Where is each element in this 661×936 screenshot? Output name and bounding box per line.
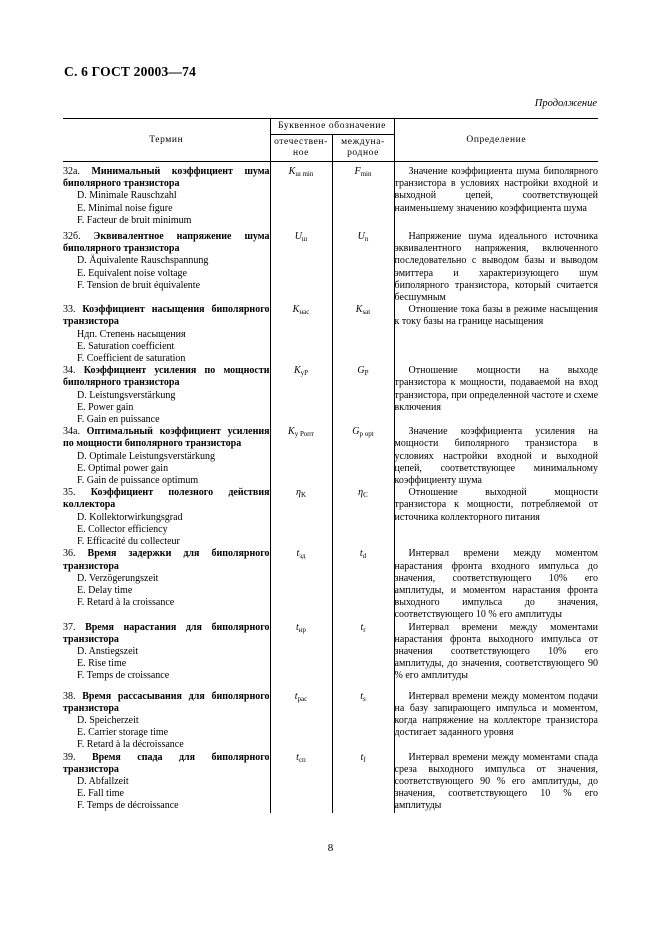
symbol-domestic-cell xyxy=(270,231,332,304)
term-translation: E. Rise time xyxy=(77,658,127,670)
symbol-domestic-subscript: рас xyxy=(297,694,308,703)
term-russian xyxy=(63,622,270,646)
term-translation: F. Efficacité du collecteur xyxy=(77,536,180,548)
symbol-international-subscript: P xyxy=(364,369,369,378)
table-row xyxy=(63,548,598,621)
symbol-domestic-base: η xyxy=(295,487,301,499)
term-translation: E. Equivalent noise voltage xyxy=(77,267,187,279)
symbol-international-base: F xyxy=(354,166,361,177)
symbol-international xyxy=(356,304,370,315)
symbol-domestic-cell xyxy=(270,548,332,621)
term-translation: F. Tension de bruit équivalente xyxy=(77,279,201,291)
term-number: 34. xyxy=(63,365,76,377)
term-translation: E. Carrier storage time xyxy=(77,727,169,739)
symbol-domestic-cell xyxy=(270,487,332,548)
symbol-domestic-cell xyxy=(270,622,332,691)
term-cell xyxy=(63,752,270,813)
term-cell xyxy=(63,622,270,691)
term-translation: E. Power gain xyxy=(77,401,134,413)
term-number: 37. xyxy=(63,621,76,633)
table-row xyxy=(63,622,598,691)
table-row xyxy=(63,487,598,548)
definition-cell xyxy=(394,487,598,548)
symbol-international-subscript: C xyxy=(363,491,368,500)
table-row xyxy=(63,691,598,752)
term-translation: F. Gain en puissance xyxy=(77,414,160,426)
symbol-international-cell xyxy=(332,162,394,232)
page-number: 8 xyxy=(327,842,334,854)
term-number: 36. xyxy=(63,548,76,560)
term-translation: F. Temps de croissance xyxy=(77,670,170,682)
symbol-domestic xyxy=(297,548,306,559)
symbol-international-subscript: sat xyxy=(362,308,371,317)
term-translation: E. Collector efficiency xyxy=(77,523,168,535)
symbol-international-base: t xyxy=(360,690,364,702)
symbol-domestic-cell xyxy=(270,691,332,752)
term-number: 34а. xyxy=(63,426,80,438)
symbol-international-cell xyxy=(332,487,394,548)
term-russian xyxy=(63,426,270,450)
term-cell xyxy=(63,304,270,365)
term-number: 38. xyxy=(63,690,76,702)
definition-text: Отношение выходной мощности транзистора к мощности, потребляемой от источника коллекторного питания xyxy=(394,487,598,523)
definition-text: Интервал времени между моментами спада среза выходного импульса от значения, соответствующего 90 % его амплитуды, до значения, соответствующего 10 % его амплитуды xyxy=(394,751,598,812)
symbol-international-subscript: r xyxy=(363,625,366,634)
definition-text: Интервал времени между моментами нарастания фронта выходного импульса от значения соответствующего 10% его амплитуды, до значения, соответствующего 90 % его амплитуды xyxy=(394,621,598,682)
term-number: 32а. xyxy=(63,166,80,177)
symbol-international xyxy=(360,752,365,763)
term-name: Коэффициент полезного действия коллектора xyxy=(63,487,270,511)
symbol-domestic-base: t xyxy=(294,690,298,702)
symbol-domestic-cell xyxy=(270,752,332,813)
symbol-domestic xyxy=(295,691,308,702)
term-name: Время задержки для биполярного транзистора xyxy=(63,548,270,572)
symbol-domestic-cell xyxy=(270,365,332,426)
symbol-domestic-base: t xyxy=(296,548,300,560)
symbol-international xyxy=(360,622,365,633)
header-definition: Определение xyxy=(394,119,598,162)
definition-text: Отношение мощности на выходе транзистора к мощности, подаваемой на вход транзистора, при определенной частоте и схеме включения xyxy=(394,365,599,413)
symbol-domestic xyxy=(294,365,308,376)
term-translation: F. Gain de puissance optimum xyxy=(77,475,199,487)
symbol-international-cell xyxy=(332,231,394,304)
term-translation: E. Optimal power gain xyxy=(77,462,169,474)
term-translation: D. Kollektorwirkungsgrad xyxy=(77,511,183,523)
term-translation: F. Temps de décroissance xyxy=(77,800,179,812)
definition-cell xyxy=(394,548,598,621)
symbol-international-subscript: s xyxy=(363,694,366,703)
definition-text: Значение коэффициента усиления на мощности биполярного транзистора в условиях настройки входной и выходной цепей, соответствующее минимальному коэффициенту шума xyxy=(394,426,598,487)
term-cell xyxy=(63,548,270,621)
symbol-domestic-cell xyxy=(270,304,332,365)
symbol-international-subscript: f xyxy=(363,755,366,764)
symbol-domestic-base: K xyxy=(288,166,296,177)
term-russian xyxy=(63,365,270,389)
symbol-international-base: K xyxy=(355,304,363,316)
symbol-domestic-subscript: уР xyxy=(300,369,309,378)
symbol-domestic-base: t xyxy=(295,621,299,633)
term-name: Время спада для биполярного транзистора xyxy=(63,751,270,775)
term-translation: E. Delay time xyxy=(77,584,133,596)
definition-text: Интервал времени между моментом нарастания фронта входного импульса до значения, соответствующего 10% его амплитуды, и моментом нарастания фронта выходного импульса до значения, соответствующего 10 % его амплитуды xyxy=(394,548,598,621)
definition-cell xyxy=(394,426,598,487)
term-translation: E. Saturation coefficient xyxy=(77,340,175,352)
symbol-international-cell xyxy=(332,622,394,691)
symbol-international xyxy=(357,365,368,376)
term-russian xyxy=(63,691,270,715)
symbol-international-base: G xyxy=(357,365,365,377)
definition-cell xyxy=(394,231,598,304)
symbol-domestic xyxy=(289,166,314,177)
symbol-international xyxy=(355,166,372,177)
symbol-domestic xyxy=(288,426,314,437)
term-translation: D. Abfallzeit xyxy=(77,775,129,787)
symbol-domestic-base: t xyxy=(296,751,299,763)
term-number: 32б. xyxy=(63,231,81,243)
symbol-domestic-subscript: зд xyxy=(299,552,306,561)
term-number: 39. xyxy=(63,751,76,763)
header-term: Термин xyxy=(63,119,270,162)
term-cell xyxy=(63,691,270,752)
symbol-international-cell xyxy=(332,752,394,813)
term-translation: F. Retard à la décroissance xyxy=(77,739,184,751)
table-row xyxy=(63,365,598,426)
term-translation: E. Minimal noise figure xyxy=(77,202,173,214)
terms-table xyxy=(63,118,598,813)
term-russian xyxy=(63,304,270,328)
obsolete-term: Ндп. Степень насыщения xyxy=(77,328,186,340)
symbol-domestic-subscript: ш min xyxy=(295,170,314,178)
symbol-domestic-subscript: нас xyxy=(299,308,310,317)
term-translation: D. Verzögerungszeit xyxy=(77,572,159,584)
term-name: Коэффициент усиления по мощности биполярного транзистора xyxy=(63,365,270,389)
definition-text: Напряжение шума идеального источника эквивалентного напряжения, включенного последовательно с выводом базы и выводом эмиттера и характеризующего шум биполярного транзистора, который считается бесшумным xyxy=(394,231,598,304)
symbol-international xyxy=(358,487,368,498)
symbol-domestic-cell xyxy=(270,162,332,232)
term-translation: D. Minimale Rauschzahl xyxy=(77,190,177,202)
term-translation: D. Speicherzeit xyxy=(77,714,139,726)
term-translation: D. Leistungsverstärkung xyxy=(77,389,176,401)
header-domestic: отечествен-ное xyxy=(270,135,332,162)
table-row xyxy=(63,162,598,232)
table-row xyxy=(63,304,598,365)
definition-cell xyxy=(394,162,598,232)
symbol-domestic-base: K xyxy=(288,426,295,438)
term-cell xyxy=(63,231,270,304)
symbol-international-base: t xyxy=(359,548,363,560)
symbol-domestic-base: K xyxy=(293,365,301,377)
symbol-international xyxy=(360,691,366,702)
symbol-international xyxy=(352,426,373,437)
symbol-domestic-subscript: сп xyxy=(298,755,306,764)
symbol-domestic-subscript: ш xyxy=(301,235,308,244)
symbol-domestic xyxy=(296,622,306,633)
term-name: Минимальный коэффициент шума биполярного транзистора xyxy=(63,166,270,190)
symbol-international-base: t xyxy=(360,751,364,763)
symbol-international-base: U xyxy=(357,231,365,243)
term-russian xyxy=(63,752,270,776)
term-cell xyxy=(63,162,270,232)
header-international: междуна-родное xyxy=(332,135,394,162)
definition-text: Интервал времени между моментом подачи на базу запирающего импульса и моментом, когда напряжение на коллекторе транзистора достигает заданного уровня xyxy=(394,690,598,739)
symbol-domestic-subscript: у Ропт xyxy=(294,430,314,439)
document-header: С. 6 ГОСТ 20003—74 xyxy=(64,64,197,79)
symbol-international-base: t xyxy=(360,621,364,633)
term-name: Время нарастания для биполярного транзистора xyxy=(63,621,270,645)
symbol-domestic-subscript: нр xyxy=(298,625,307,634)
term-translation: D. Optimale Leistungsverstärkung xyxy=(77,450,216,462)
symbol-domestic xyxy=(295,231,308,242)
header-letter-designation: Буквенное обозначение xyxy=(270,119,394,135)
definition-cell xyxy=(394,365,598,426)
term-translation: D. Äquivalente Rauschspannung xyxy=(77,255,209,267)
symbol-international-cell xyxy=(332,426,394,487)
symbol-international-subscript: p opt xyxy=(359,430,374,439)
term-cell xyxy=(63,487,270,548)
symbol-international-subscript: min xyxy=(360,170,372,178)
table-row xyxy=(63,426,598,487)
term-number: 35. xyxy=(63,487,76,499)
symbol-international-cell xyxy=(332,304,394,365)
symbol-international xyxy=(358,231,369,242)
definition-cell xyxy=(394,622,598,691)
term-name: Коэффициент насыщения биполярного транзистора xyxy=(63,304,270,328)
term-translation: E. Fall time xyxy=(77,788,124,800)
term-translation: D. Anstiegszeit xyxy=(77,645,139,657)
symbol-international-cell xyxy=(332,691,394,752)
term-russian xyxy=(63,487,270,511)
symbol-international-base: G xyxy=(352,426,360,438)
table-row xyxy=(63,752,598,813)
term-number: 33. xyxy=(63,304,76,316)
term-cell xyxy=(63,426,270,487)
continuation-label: Продолжение xyxy=(534,98,597,109)
term-russian xyxy=(63,166,270,190)
symbol-international-cell xyxy=(332,365,394,426)
symbol-international-subscript: d xyxy=(362,552,367,561)
symbol-domestic-base: K xyxy=(292,304,300,316)
symbol-international xyxy=(360,548,366,559)
symbol-domestic-base: U xyxy=(294,231,302,243)
definition-text: Значение коэффициента шума биполярного транзистора в условиях настройки входной и выходной цепей, соответствующей наименьшему значению коэффициента шума xyxy=(394,166,598,214)
table-row xyxy=(63,231,598,304)
symbol-international-base: η xyxy=(358,487,364,499)
term-translation: F. Facteur de bruit minimum xyxy=(77,214,192,226)
symbol-domestic xyxy=(296,487,306,498)
definition-cell xyxy=(394,304,598,365)
symbol-domestic-cell xyxy=(270,426,332,487)
definition-text: Отношение тока базы в режиме насыщения к току базы на границе насыщения xyxy=(394,304,598,328)
term-translation: F. Coefficient de saturation xyxy=(77,353,186,365)
term-translation: F. Retard à la croissance xyxy=(77,597,175,609)
term-name: Эквивалентное напряжение шума биполярного транзистора xyxy=(63,231,270,255)
symbol-domestic xyxy=(296,752,306,763)
term-russian xyxy=(63,231,270,255)
term-russian xyxy=(63,548,270,572)
term-cell xyxy=(63,365,270,426)
term-name: Оптимальный коэффициент усиления по мощности биполярного транзистора xyxy=(63,426,270,450)
terms-body xyxy=(63,162,598,813)
symbol-international-cell xyxy=(332,548,394,621)
symbol-international-subscript: n xyxy=(364,235,369,244)
term-name: Время рассасывания для биполярного транзистора xyxy=(63,690,270,714)
symbol-domestic xyxy=(293,304,310,315)
definition-cell xyxy=(394,691,598,752)
definition-cell xyxy=(394,752,598,813)
symbol-domestic-subscript: K xyxy=(300,491,307,500)
